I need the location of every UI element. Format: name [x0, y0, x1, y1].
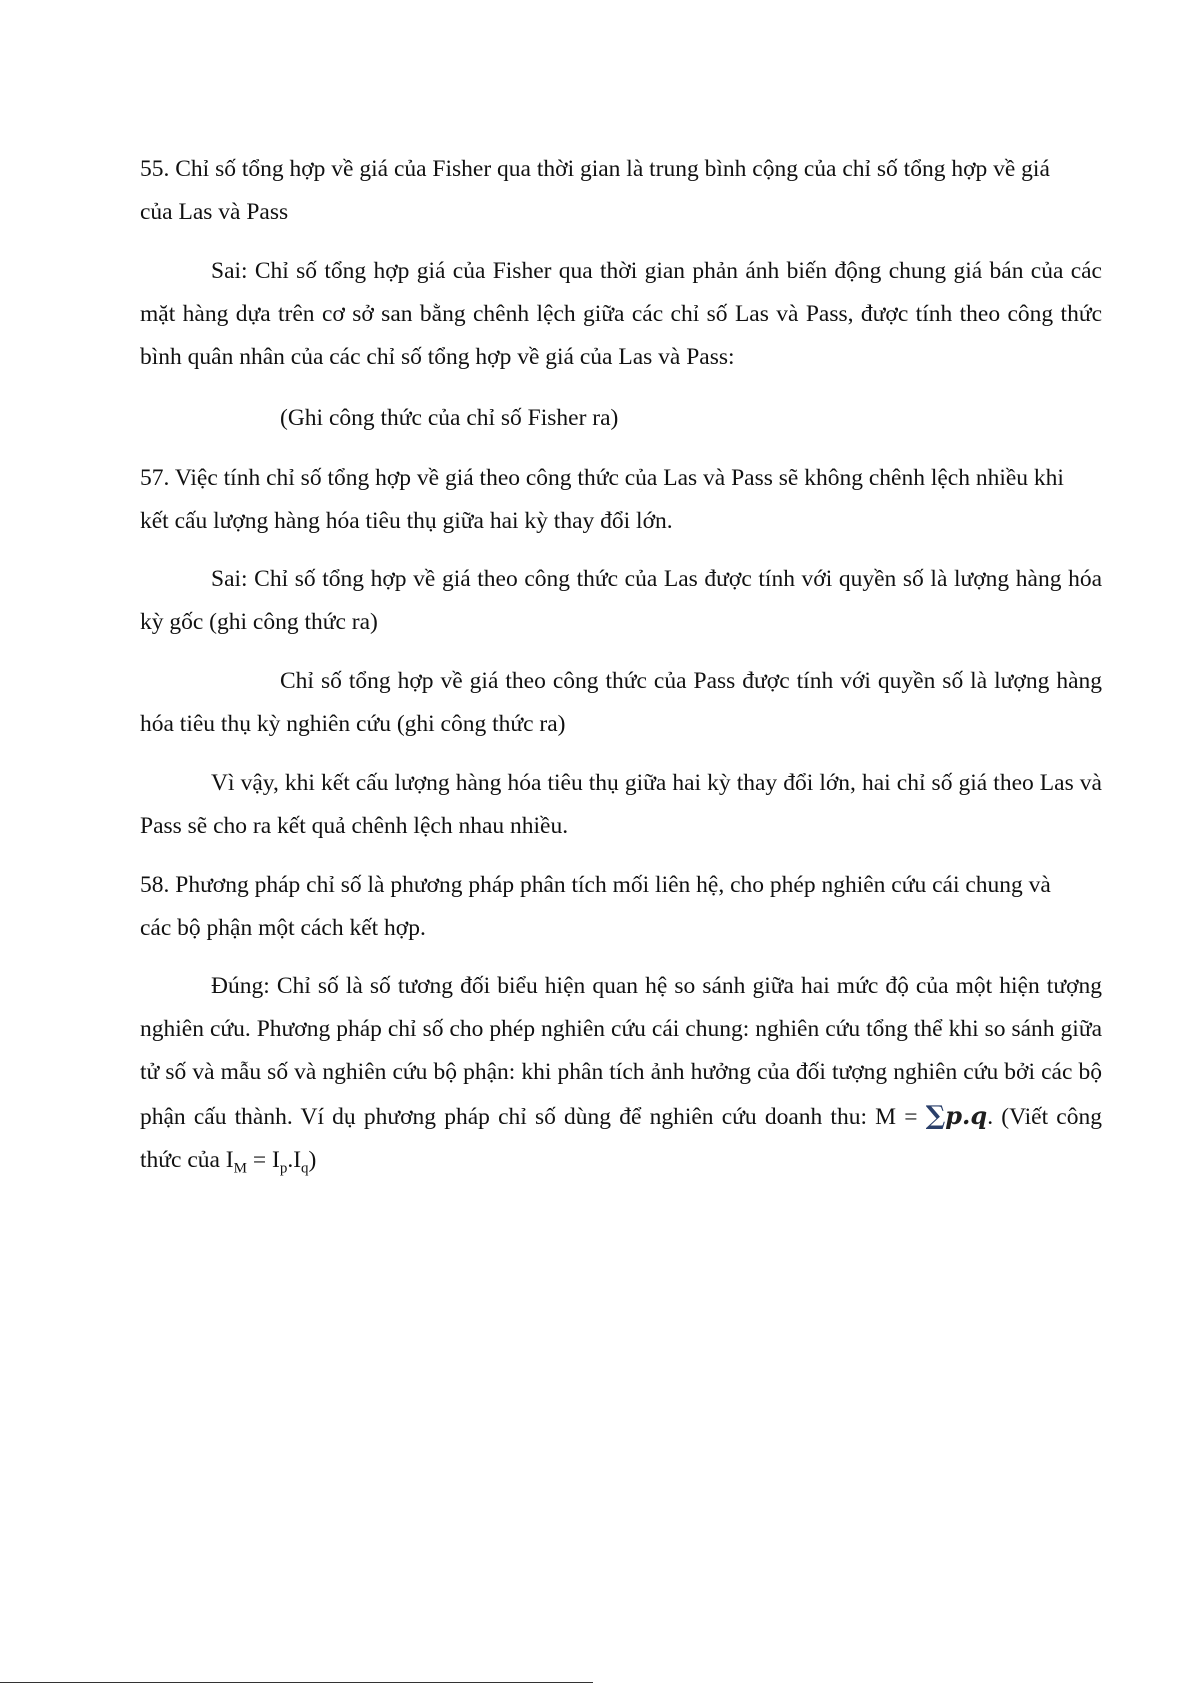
answer-57-las: Sai: Chỉ số tổng hợp về giá theo công thức của Las được tính với quyền số là lượng hàng hóa kỳ gốc (ghi công thức ra) — [140, 566, 1102, 635]
answer-58 — [140, 965, 1102, 1182]
question-55: 55. Chỉ số tổng hợp về giá của Fisher qua thời gian là trung bình cộng của chỉ số tổng hợp về giá của Las và Pass — [140, 156, 1050, 225]
subscript-q: q — [301, 1160, 309, 1177]
dot-text: .I — [287, 1147, 302, 1173]
equals-text: = I — [246, 1147, 280, 1173]
subscript-m: M — [233, 1160, 247, 1177]
subscript-p: p — [279, 1160, 288, 1177]
formula-note-fisher: (Ghi công thức của chỉ số Fisher ra) — [280, 405, 619, 431]
math-expression: p.q — [945, 1101, 988, 1130]
close-paren: ) — [308, 1147, 317, 1173]
answer-57-conclusion: Vì vậy, khi kết cấu lượng hàng hóa tiêu thụ giữa hai kỳ thay đổi lớn, hai chỉ số giá theo Las và Pass sẽ cho ra kết quả chênh lệch nhau nhiều. — [140, 770, 1102, 839]
answer-55: Sai: Chỉ số tổng hợp giá của Fisher qua thời gian phản ánh biến động chung giá bán của các mặt hàng dựa trên cơ sở san bằng chênh lệch giữa các chỉ số Las và Pass, được tính theo công thức bình quân nhân của các chỉ số tổng hợp về giá của Las và Pass: — [140, 258, 1102, 370]
answer-57-pass: Chỉ số tổng hợp về giá theo công thức của Pass được tính với quyền số là lượng hàng hóa tiêu thụ kỳ nghiên cứu (ghi công thức ra) — [140, 668, 1102, 737]
footnote-divider — [0, 1682, 593, 1683]
sigma-symbol: ∑ — [925, 1101, 946, 1131]
question-58: 58. Phương pháp chỉ số là phương pháp phân tích mối liên hệ, cho phép nghiên cứu cái chung và các bộ phận một cách kết hợp. — [140, 872, 1051, 941]
question-57: 57. Việc tính chỉ số tổng hợp về giá theo công thức của Las và Pass sẽ không chênh lệch nhiều khi kết cấu lượng hàng hóa tiêu thụ giữa hai kỳ thay đổi lớn. — [140, 465, 1064, 534]
after-math-text: . (Viết công thức của I — [140, 1104, 1102, 1173]
answer-58-text: Đúng: Chỉ số là số tương đối biểu hiện quan hệ so sánh giữa hai mức độ của một hiện tượng nghiên cứu. Phương pháp chỉ số cho phép nghiên cứu cái chung: nghiên cứu tổng thể khi so sánh giữa tử số và mẫu số và nghiên cứu bộ phận: khi phân tích ảnh hưởng của đối tượng nghiên cứu bởi các bộ phận cấu thành. Ví dụ phương pháp chỉ số dùng để nghiên cứu doanh thu: M = — [140, 973, 1102, 1130]
